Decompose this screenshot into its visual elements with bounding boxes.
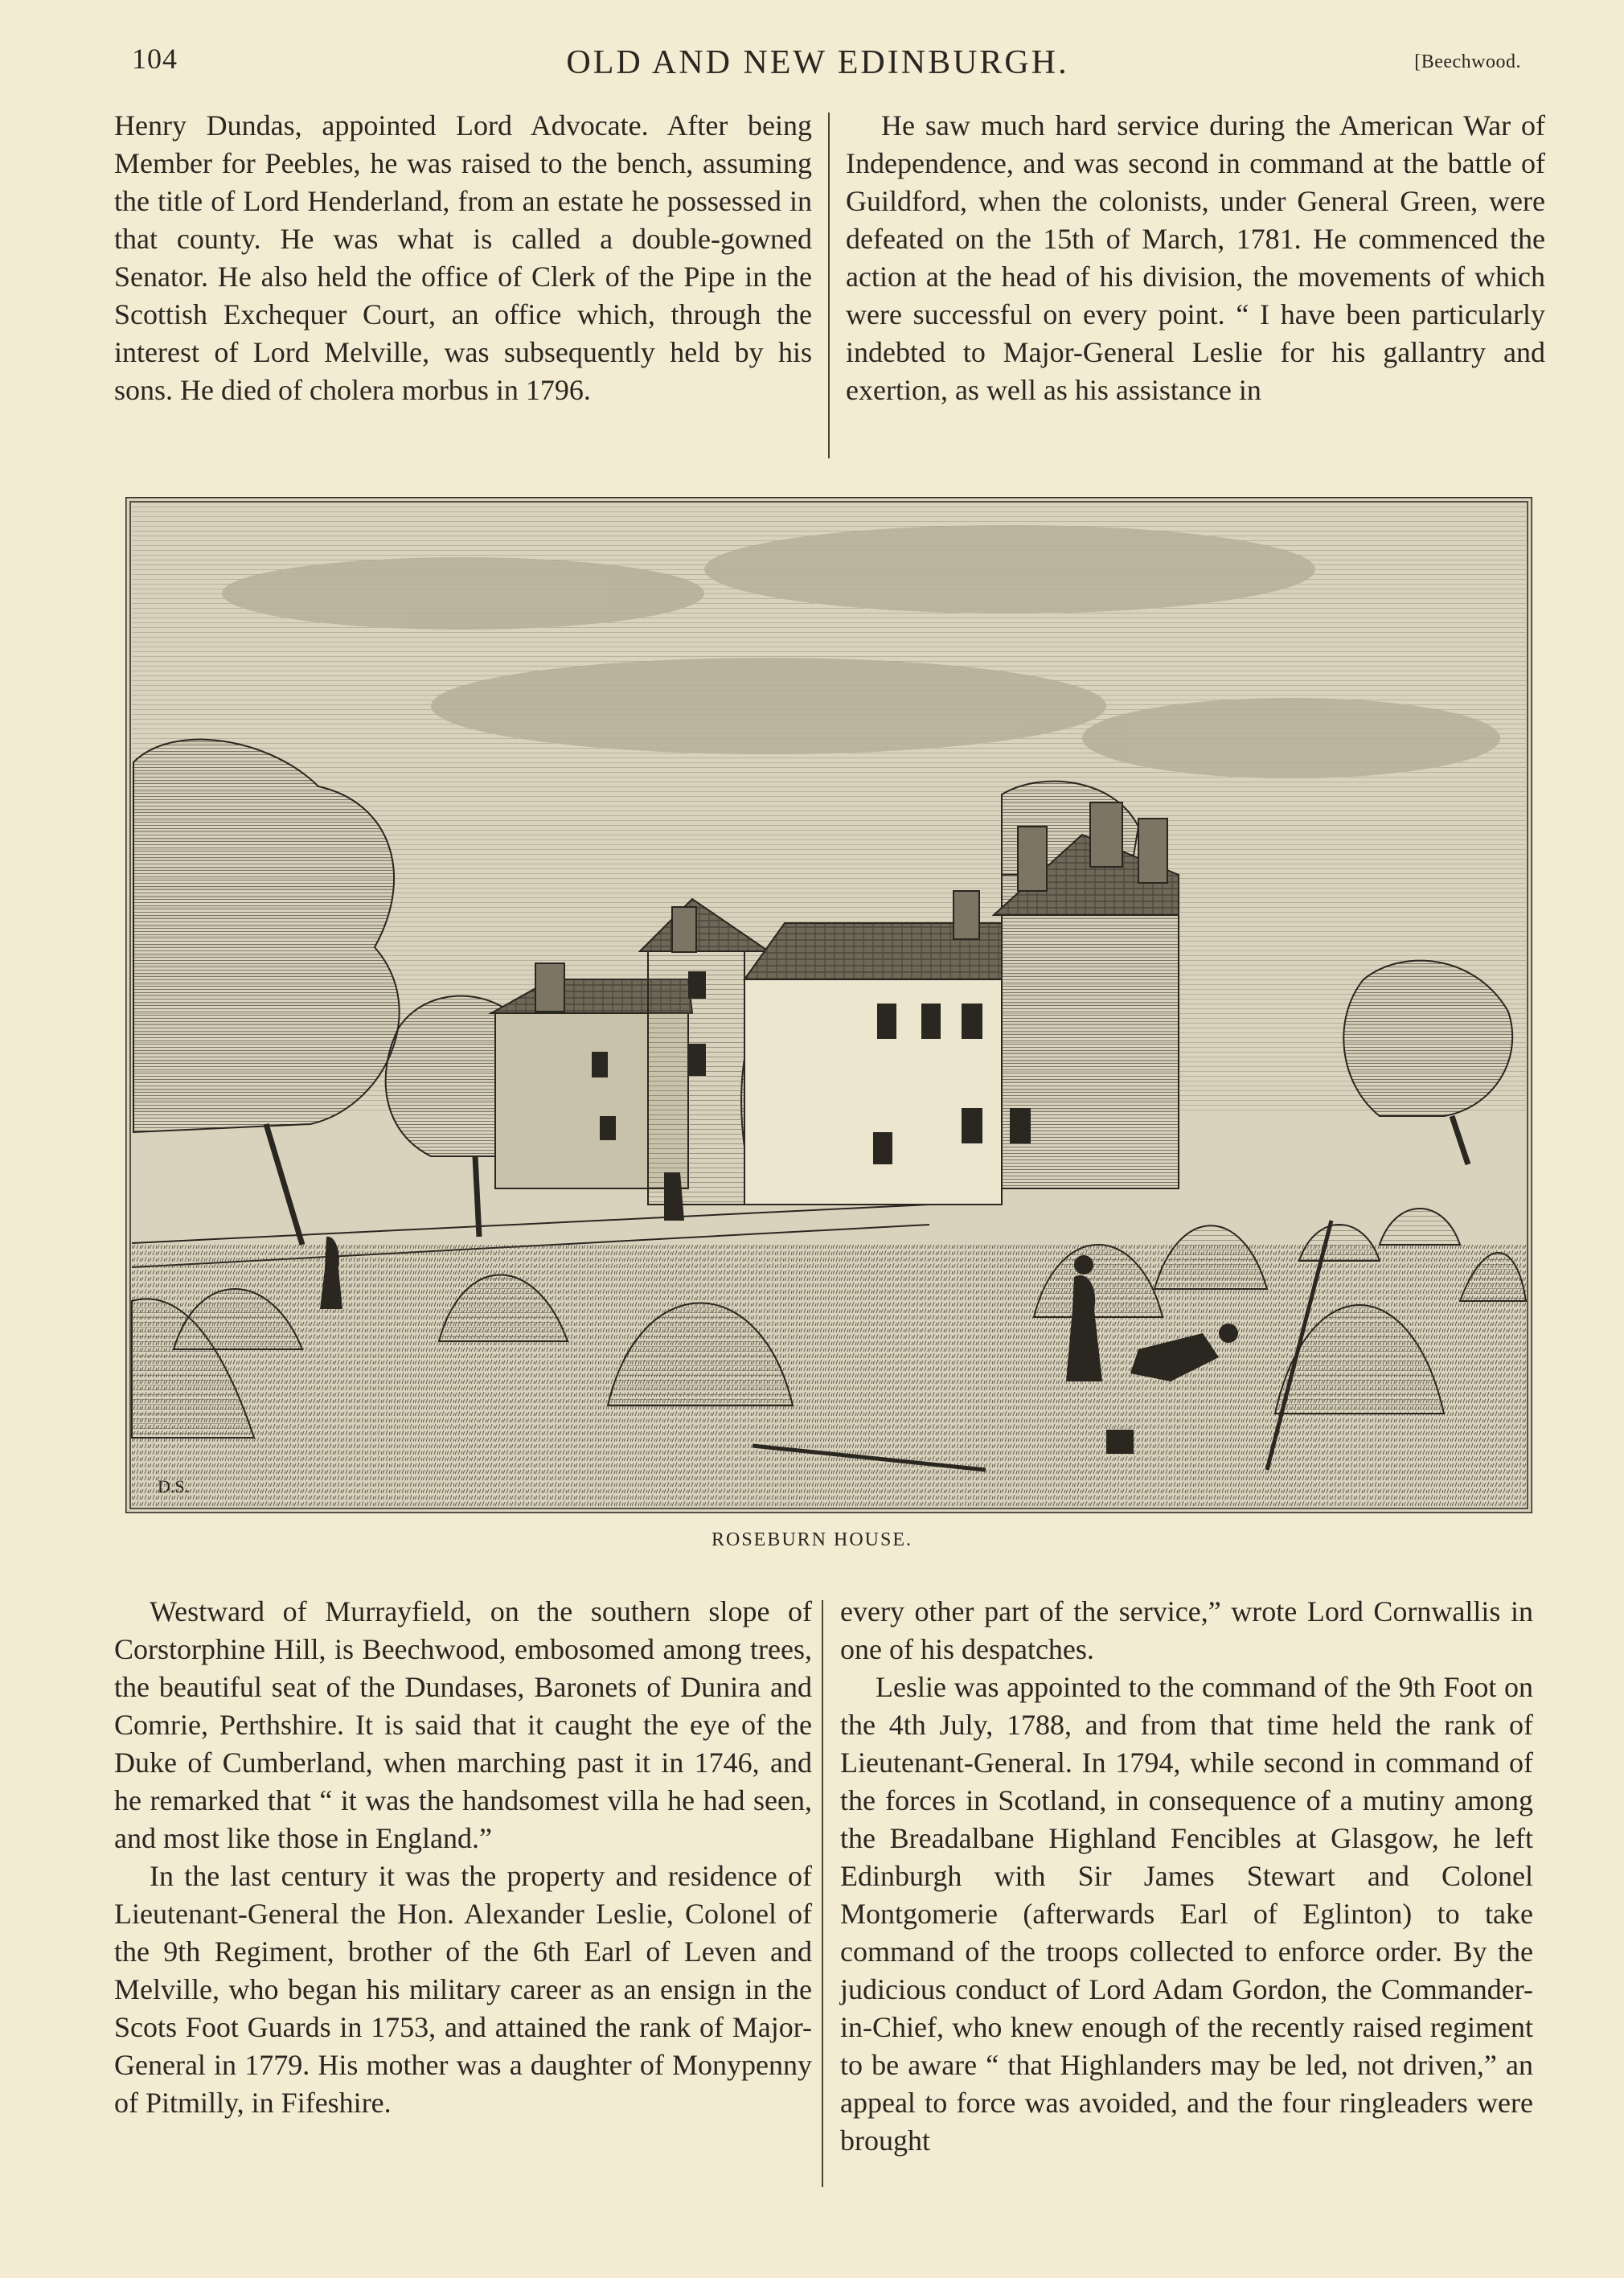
engraving-illustration [125,497,1532,1513]
paragraph: In the last century it was the property and residence of Lieutenant-General the Hon. Alexander Leslie, Colonel of the 9th Regiment, brother of the 6th Earl of Leven and Melville, who began his military career as an ensign in the Scots Foot Guards in 1753, and attained the rank of Major-General in 1779. His mother was a daughter of Monypenny of Pitmilly, in Fifeshire. [114,1860,812,2119]
paragraph: Leslie was appointed to the command of the 9th Foot on the 4th July, 1788, and from that time held the rank of Lieutenant-General. In 1794, while second in command of the forces in Scotland, in consequence of a mutiny among the Breadalbane Highland Fencibles at Glasgow, he left Edinburgh with Sir James Stewart and Colonel Montgomerie (afterwards Earl of Eglinton) to take command of the troops collected to enforce order. By the judicious conduct of Lord Adam Gordon, the Commander-in-Chief, who knew enough of the recently raised regiment to be aware “ that Highlanders may be led, not driven,” an appeal to force was avoided, and the four ringleaders were brought [840,1671,1533,2157]
text-column-top-right [846,107,1545,409]
text-column-bottom-left [114,1593,812,2122]
engraving-roseburn-house [125,497,1532,1513]
section-name: [Beechwood. [1414,51,1521,72]
paragraph: every other part of the service,” wrote Lord Cornwallis in one of his despatches. [840,1595,1533,1665]
column-divider [828,113,830,458]
paragraph: He saw much hard service during the American War of Independence, and was second in command at the battle of Guildford, when the colonists, under General Green, were defeated on the 15th of March, 1781. He commenced the action at the head of his division, the movements of which were successful on every point. “ I have been particularly indebted to Major-General Leslie for his gallantry and exertion, as well as his assistance in [846,109,1545,406]
book-title: OLD AND NEW EDINBURGH. [566,44,1069,81]
paragraph: Westward of Murrayfield, on the southern slope of Corstorphine Hill, is Beechwood, embosomed among trees, the beautiful seat of the Dundases, Baronets of Dunira and Comrie, Perthshire. It is said that it caught the eye of the Duke of Cumberland, when marching past it in 1746, and he remarked that “ it was the handsomest villa he had seen, and most like those in England.” [114,1595,812,1854]
text-column-top-left [114,107,812,409]
paragraph: Henry Dundas, appointed Lord Advocate. After being Member for Peebles, he was raised to the bench, assuming the title of Lord Henderland, from an estate he possessed in that county. He was what is called a double-gowned Senator. He also held the office of Clerk of the Pipe in the Scottish Exchequer Court, an office which, through the interest of Lord Melville, was subsequently held by his sons. He died of cholera morbus in 1796. [114,109,812,406]
figure-caption: ROSEBURN HOUSE. [711,1529,913,1550]
text-column-bottom-right [840,1593,1533,2160]
running-head [114,35,1521,92]
column-divider [822,1600,823,2187]
engraver-signature: D.S. [158,1476,190,1496]
page-number: 104 [132,43,178,75]
